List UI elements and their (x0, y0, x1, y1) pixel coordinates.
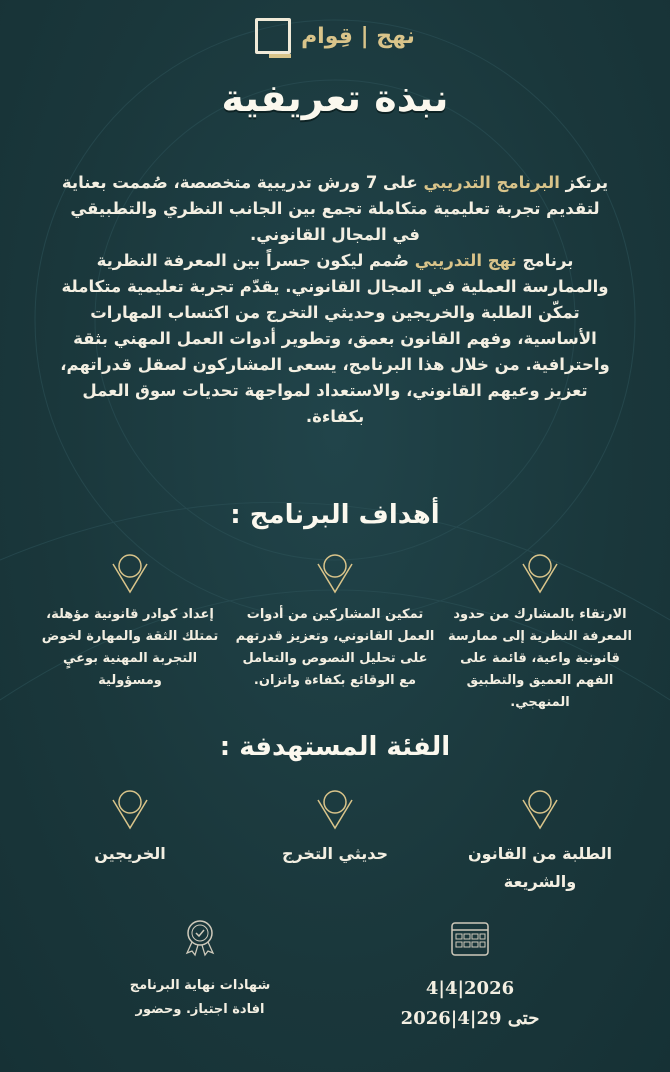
pin-icon (520, 788, 560, 830)
intro-text (55, 170, 615, 430)
audience-heading: الفئة المستهدفة : (219, 732, 451, 762)
goals-list (30, 552, 640, 714)
award-badge-icon (180, 918, 220, 958)
goals-heading: أهداف البرنامج : (230, 500, 440, 530)
goal-text: الارتقاء بالمشارك من حدود المعرفة النظرية إلى ممارسة قانونية واعية، قائمة على الفهم العميق والتطبيق المنهجي. (448, 607, 632, 710)
goal-text: تمكين المشاركين من أدوات العمل القانوني، وتعزيز قدرتهم على تحليل النصوص والتعامل مع الوقائع بكفاءة واتزان. (235, 607, 435, 688)
brand-name: نهج | قِوام (301, 23, 415, 49)
goal-item (440, 552, 640, 714)
pin-icon (315, 788, 355, 830)
calendar-icon (450, 918, 490, 958)
pin-icon (520, 552, 560, 594)
info-row (0, 918, 670, 1034)
start-date: 4|4|2026 (425, 978, 515, 999)
pin-icon (110, 552, 150, 594)
intro-p1-b: على 7 ورش تدريبية متخصصة، صُممت بعناية لتقديم تجربة تعليمية متكاملة تجمع بين الجانب النظري والتطبيقي في المجال القانوني. (61, 173, 600, 244)
intro-p2-b: صُمم ليكون جسراً بين المعرفة النظرية والممارسة العملية في المجال القانوني. يقدّم تجربة تعليمية متكاملة تمكّن الطلبة والخريجين وحديثي التخرج من اكتساب المهارات الأساسية، وفهم القانون بعمق، وتطوير أدوات العمل المهني بثقة واحترافية. من خلال هذا البرنامج، يسعى المشاركون لصقل قدراتهم، تعزيز وعيهم القانوني، والاستعداد لمواجهة تحديات سوق العمل بكفاءة. (60, 251, 610, 426)
audience-list (30, 788, 640, 896)
goal-item (30, 552, 230, 714)
certificates-block (110, 918, 290, 1034)
page-title: نبذة تعريفية (221, 76, 449, 120)
pin-icon (315, 552, 355, 594)
goal-text: إعداد كوادر قانونية مؤهلة، تمتلك الثقة والمهارة لخوض التجربة المهنية بوعيٍ ومسؤولية (41, 607, 219, 688)
intro-p1-highlight: البرنامج التدريبي (423, 173, 560, 192)
audience-text: حديثي التخرج (281, 844, 389, 863)
certificates-line2: افادة اجتياز. وحضور (135, 1002, 265, 1017)
brand-logo (0, 18, 670, 54)
intro-p1-a: يرتكز (559, 173, 609, 192)
goal-item (235, 552, 435, 714)
intro-p2-a: برنامج (516, 251, 574, 270)
logo-mark-icon (255, 18, 291, 54)
audience-text: الخريجين (94, 844, 166, 863)
audience-item (440, 788, 640, 896)
certificates-line1: شهادات نهاية البرنامج (129, 978, 271, 993)
intro-p2-highlight: نهج التدريبي (414, 251, 517, 270)
end-date: حتى 29|4|2026 (400, 1008, 540, 1029)
dates-block (380, 918, 560, 1034)
audience-item (235, 788, 435, 896)
audience-text: الطلبة من القانون والشريعة (468, 844, 612, 891)
pin-icon (110, 788, 150, 830)
audience-item (30, 788, 230, 896)
